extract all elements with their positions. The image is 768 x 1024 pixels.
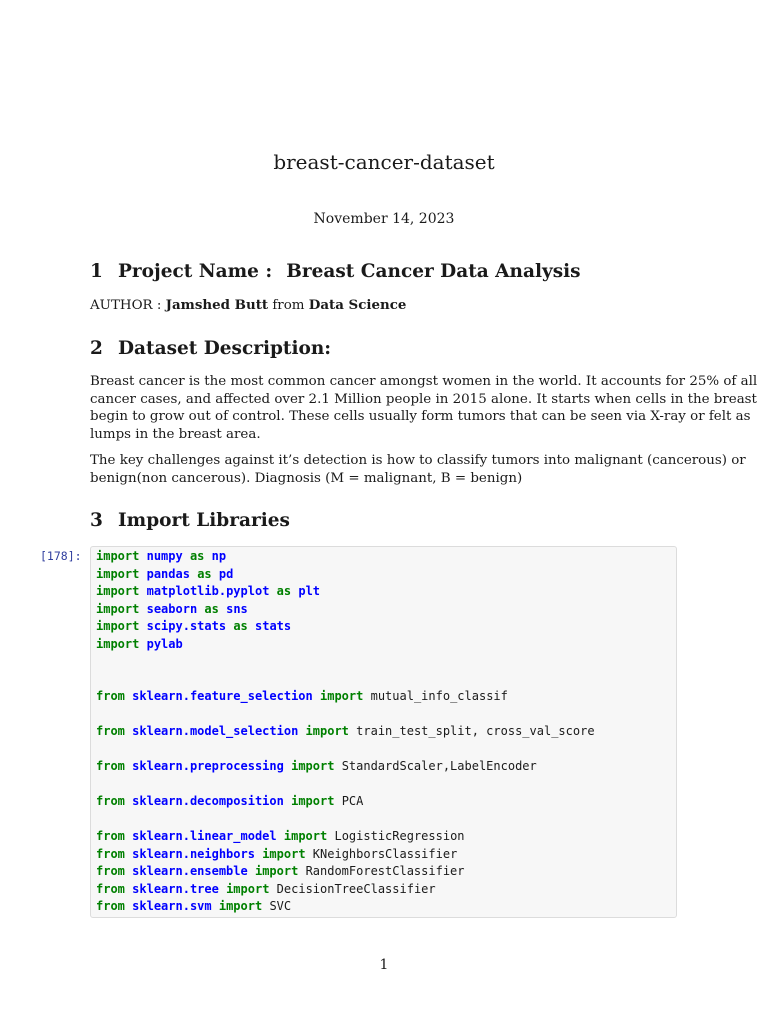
author-org: Data Science xyxy=(308,297,407,313)
paragraph-line: benign(non cancerous). Diagnosis (M = malignant, B = benign) xyxy=(90,470,523,486)
code-line: from sklearn.tree import DecisionTreeClassifier xyxy=(96,882,436,896)
paragraph-line: cancer cases, and affected over 2.1 Million people in 2015 alone. It starts when cells in the breast xyxy=(90,391,757,407)
code-line: from sklearn.preprocessing import StandardScaler,LabelEncoder xyxy=(96,759,537,773)
section-title: Project Name : xyxy=(118,261,273,282)
section-number: 3 xyxy=(90,510,103,531)
code-line: import seaborn as sns xyxy=(96,602,248,616)
code-line: from sklearn.model_selection import train_test_split, cross_val_score xyxy=(96,724,595,738)
code-line: from sklearn.neighbors import KNeighborsClassifier xyxy=(96,847,458,861)
document-title: breast-cancer-dataset xyxy=(273,150,495,174)
cell-execution-prompt: [178]: xyxy=(40,549,82,563)
code-line: import pandas as pd xyxy=(96,567,234,581)
code-line: from sklearn.linear_model import LogisticRegression xyxy=(96,829,465,843)
page-number: 1 xyxy=(379,957,389,973)
document-date: November 14, 2023 xyxy=(313,211,455,227)
code-line: from sklearn.feature_selection import mutual_info_classif xyxy=(96,689,508,703)
section-number: 1 xyxy=(90,261,103,282)
section-title: Import Libraries xyxy=(118,510,290,531)
code-line: from sklearn.decomposition import PCA xyxy=(96,794,364,808)
description-paragraph-1 xyxy=(90,373,758,443)
code-line: from sklearn.ensemble import RandomForestClassifier xyxy=(96,864,465,878)
code-line: import pylab xyxy=(96,637,183,651)
code-line: from sklearn.svm import SVC xyxy=(96,899,292,913)
section-title-extra: Breast Cancer Data Analysis xyxy=(286,261,581,282)
code-line: import scipy.stats as stats xyxy=(96,619,292,633)
section-title: Dataset Description: xyxy=(118,338,332,359)
section-heading-dataset-description xyxy=(90,338,331,359)
code-line: import matplotlib.pyplot as plt xyxy=(96,584,321,598)
author-prefix: AUTHOR : xyxy=(90,298,166,313)
description-paragraph-2 xyxy=(90,452,746,487)
paragraph-line: begin to grow out of control. These cells usually form tumors that can be seen via X-ray or felt as xyxy=(90,409,751,424)
author-name: Jamshed Butt xyxy=(165,297,269,313)
code-line: import numpy as np xyxy=(96,549,227,563)
section-heading-project-name xyxy=(90,261,581,282)
author-mid: from xyxy=(268,298,309,313)
code-cell[interactable] xyxy=(90,546,677,918)
paragraph-line: lumps in the breast area. xyxy=(90,426,261,442)
section-number: 2 xyxy=(90,338,103,359)
section-heading-import-libraries xyxy=(90,510,290,531)
paragraph-line: The key challenges against it’s detection is how to classify tumors into malignant (cancerous) or xyxy=(90,453,746,468)
paragraph-line: Breast cancer is the most common cancer amongst women in the world. It accounts for 25% of all xyxy=(90,374,758,389)
author-line xyxy=(90,297,680,315)
